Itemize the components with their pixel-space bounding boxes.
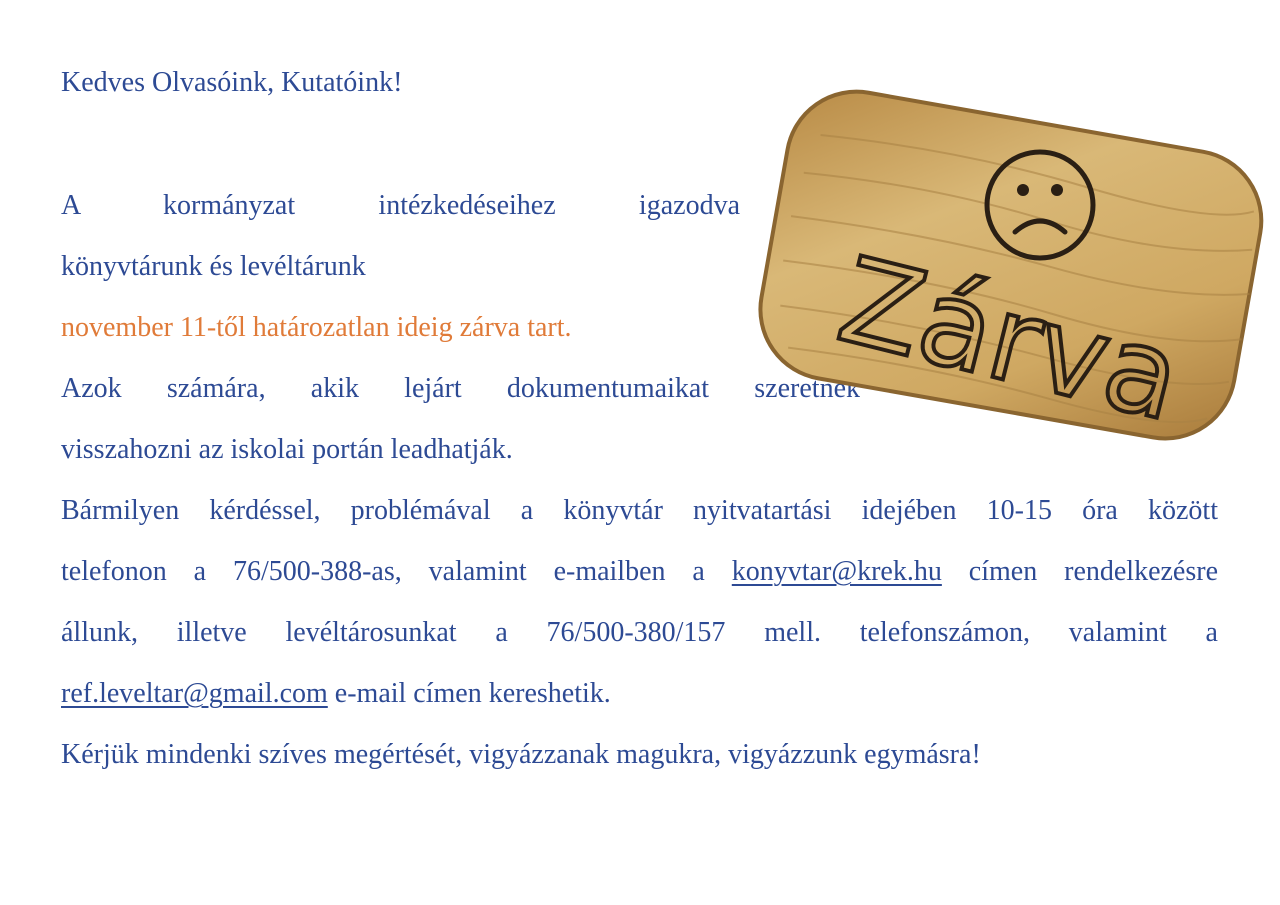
para3-line3: állunk, illetve levéltárosunkat a 76/500-380/157 mell. telefonszámon, valamint a bbox=[61, 617, 1218, 648]
para3-line2 bbox=[61, 555, 1218, 589]
closure-notice: november 11-től határozatlan ideig zárva tart. bbox=[61, 312, 572, 343]
para1-line2: könyvtárunk és levéltárunk bbox=[61, 251, 366, 282]
library-email-link[interactable]: konyvtar@krek.hu bbox=[731, 556, 942, 587]
para3-line4-after: e-mail címen kereshetik. bbox=[334, 678, 611, 709]
greeting: Kedves Olvasóink, Kutatóink! bbox=[61, 67, 403, 98]
para2-line1: Azok számára, akik lejárt dokumentumaikat szeretnék bbox=[61, 373, 860, 404]
para1-line1: A kormányzat intézkedéseihez igazodva bbox=[61, 190, 740, 221]
para3-line4 bbox=[61, 677, 611, 711]
para3-line1: Bármilyen kérdéssel, problémával a könyvtár nyitvatartási idejében 10-15 óra között bbox=[61, 495, 1218, 526]
closing-line: Kérjük mindenki szíves megértését, vigyázzanak magukra, vigyázzunk egymásra! bbox=[61, 739, 981, 770]
para3-line2-after: címen rendelkezésre bbox=[968, 556, 1219, 587]
para3-line2-before: telefonon a 76/500-388-as, valamint e-mailben a bbox=[61, 556, 705, 587]
archive-email-link[interactable]: ref.leveltar@gmail.com bbox=[61, 678, 328, 709]
sign-text: Zárva bbox=[826, 230, 1194, 448]
closed-sign-image bbox=[740, 80, 1280, 460]
para2-line2: visszahozni az iskolai portán leadhatják. bbox=[61, 434, 513, 465]
